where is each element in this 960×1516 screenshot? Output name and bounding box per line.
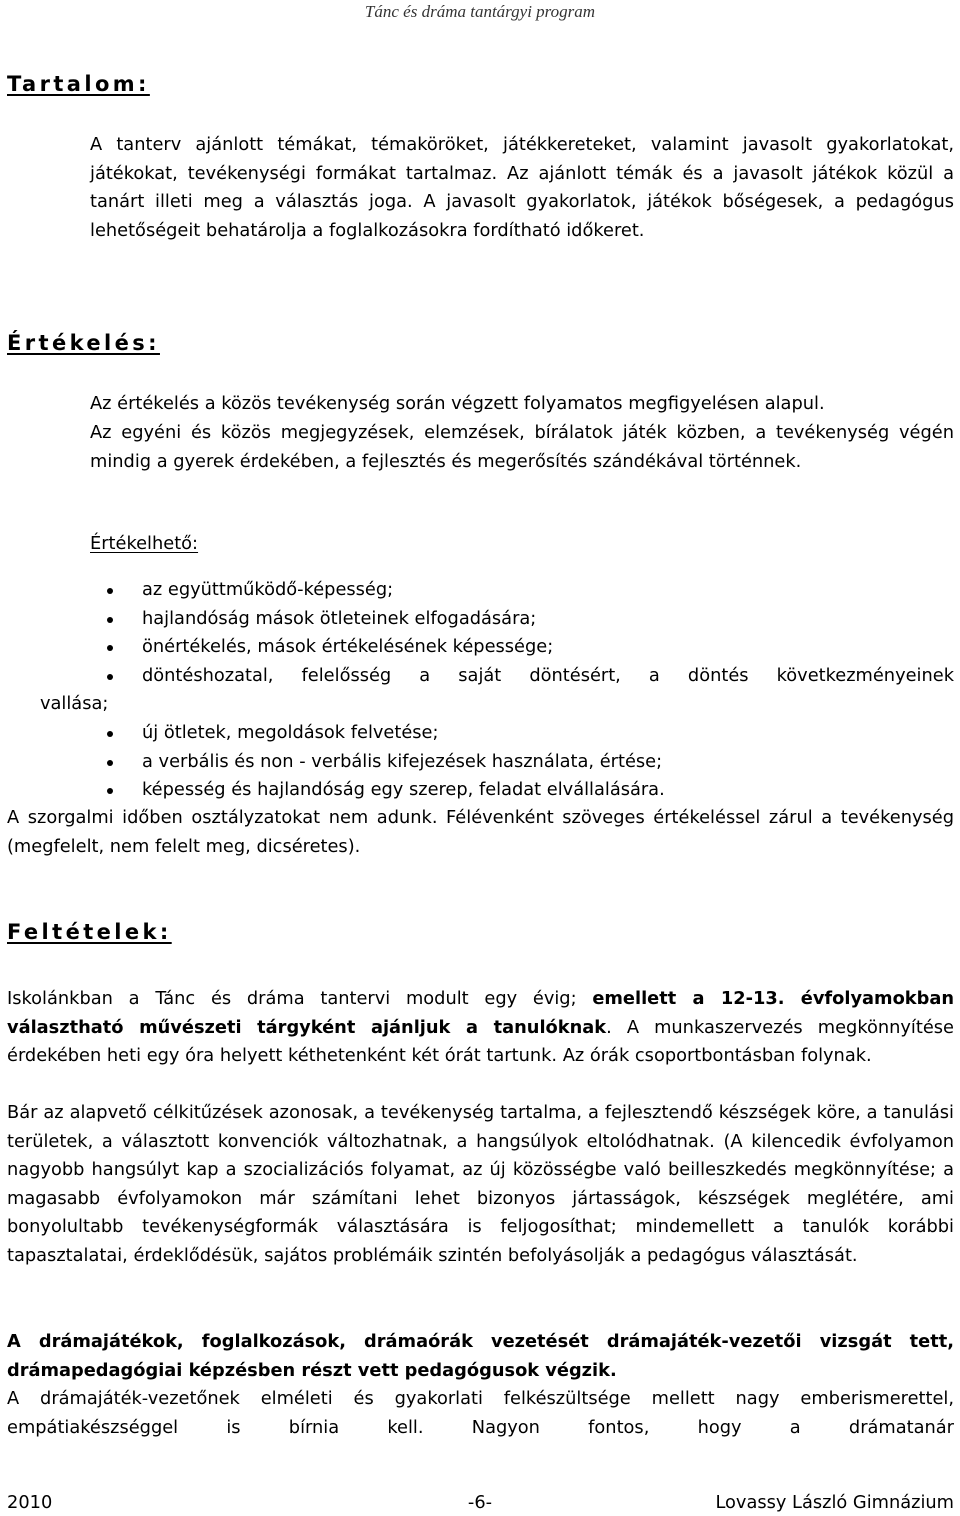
- section-title-tartalom: Tartalom:: [7, 72, 150, 96]
- list-item: hajlandóság mások ötleteinek elfogadására;: [0, 605, 954, 634]
- feltetelek-emphasis: emellett a 12-13. évfolyamokban választható művészeti tárgyként ajánljuk a tanulóknak: [7, 988, 954, 1038]
- section-title-feltetelek: Feltételek:: [7, 920, 172, 944]
- list-item: az együttműködő-képesség;: [0, 576, 954, 605]
- section-title-ertekeles: Értékelés:: [7, 331, 160, 355]
- feltetelek-paragraph-4: A drámajáték-vezetőnek elméleti és gyakorlati felkészültsége mellett nagy emberismerettel, empátiakészséggel is bírnia kell. Nagyon fontos, hogy a drámatanár: [7, 1388, 954, 1438]
- list-item: képesség és hajlandóság egy szerep, feladat elvállalására.: [0, 776, 954, 805]
- bullet-icon: [107, 617, 113, 623]
- bullet-icon: [107, 674, 113, 680]
- bullet-icon: [107, 788, 113, 794]
- list-item: döntéshozatal, felelősség a saját döntésért, a döntés következményeinek vallása;: [40, 664, 954, 715]
- bullet-icon: [107, 760, 113, 766]
- list-item: önértékelés, mások értékelésének képessége;: [0, 633, 954, 662]
- list-item: a verbális és non - verbális kifejezések használata, értése;: [0, 748, 954, 777]
- running-header: Tánc és dráma tantárgyi program: [364, 2, 596, 21]
- feltetelek-paragraph-2: Bár az alapvető célkitűzések azonosak, a tevékenység tartalma, a fejlesztendő készségek köre, a tanulási területek, a választott konvenciók változhatnak, a hangsúlyok eltolódhatnak. (A kilencedik évfolyamon nagyobb hangsúlyt kap a szocializációs folyamat, az új közösségbe való beilleszkedés megkönnyítése; a magasabb évfolyamokon már számítani lehet bizonyos jártasságok, készségek meglétére, ami bonyolultabb tevékenységformák választására is feljogosíthat; mindemellett a tanulók korábbi tapasztalatai, érdeklődésük, sajátos problémáik szintén befolyásolják a pedagógus választását.: [7, 1102, 954, 1266]
- ertekelheto-list: [0, 576, 954, 805]
- list-item: új ötletek, megoldások felvetése;: [0, 719, 954, 748]
- footer-page-number: -6-: [467, 1492, 493, 1513]
- footer-year: 2010: [7, 1492, 53, 1513]
- ertekeles-paragraph-2: Az egyéni és közös megjegyzések, elemzések, bírálatok játék közben, a tevékenység végén mindig a gyerek érdekében, a fejlesztés és megerősítés szándékával történnek.: [90, 422, 954, 472]
- bullet-icon: [107, 645, 113, 651]
- ertekelheto-label: Értékelhető:: [90, 533, 199, 554]
- feltetelek-paragraph-3: A drámajátékok, foglalkozások, drámaórák vezetését drámajáték-vezetői vizsgát tett, drámapedagógiai képzésben részt vett pedagógusok végzik.: [7, 1331, 954, 1381]
- bullet-icon: [107, 731, 113, 737]
- tartalom-paragraph: A tanterv ajánlott témákat, témaköröket, játékkereteket, valamint javasolt gyakorlatokat, játékokat, tevékenységi formákat tartalmaz. Az ajánlott témák és a javasolt játékok közül a tanárt illeti meg a választás joga. A javasolt gyakorlatok, játékok bőségesek, a pedagógus lehetőségeit behatárolja a foglalkozásokra fordítható időkeret.: [90, 134, 954, 241]
- bullet-icon: [107, 588, 113, 594]
- ertekeles-closing: A szorgalmi időben osztályzatokat nem adunk. Félévenként szöveges értékeléssel zárul a tevékenység (megfelelt, nem felelt meg, dicséretes).: [7, 807, 954, 857]
- footer-school: Lovassy László Gimnázium: [715, 1492, 954, 1513]
- ertekeles-paragraph-1: Az értékelés a közös tevékenység során végzett folyamatos megfigyelésen alapul.: [90, 393, 825, 414]
- feltetelek-paragraph-1: Iskolánkban a Tánc és dráma tantervi modult egy évig; emellett a 12-13. évfolyamokban választható művészeti tárgyként ajánljuk a tanulóknak. A munkaszervezés megkönnyítése érdekében heti egy óra helyett kéthetenként két órát tartunk. Az órák csoportbontásban folynak.: [7, 988, 954, 1067]
